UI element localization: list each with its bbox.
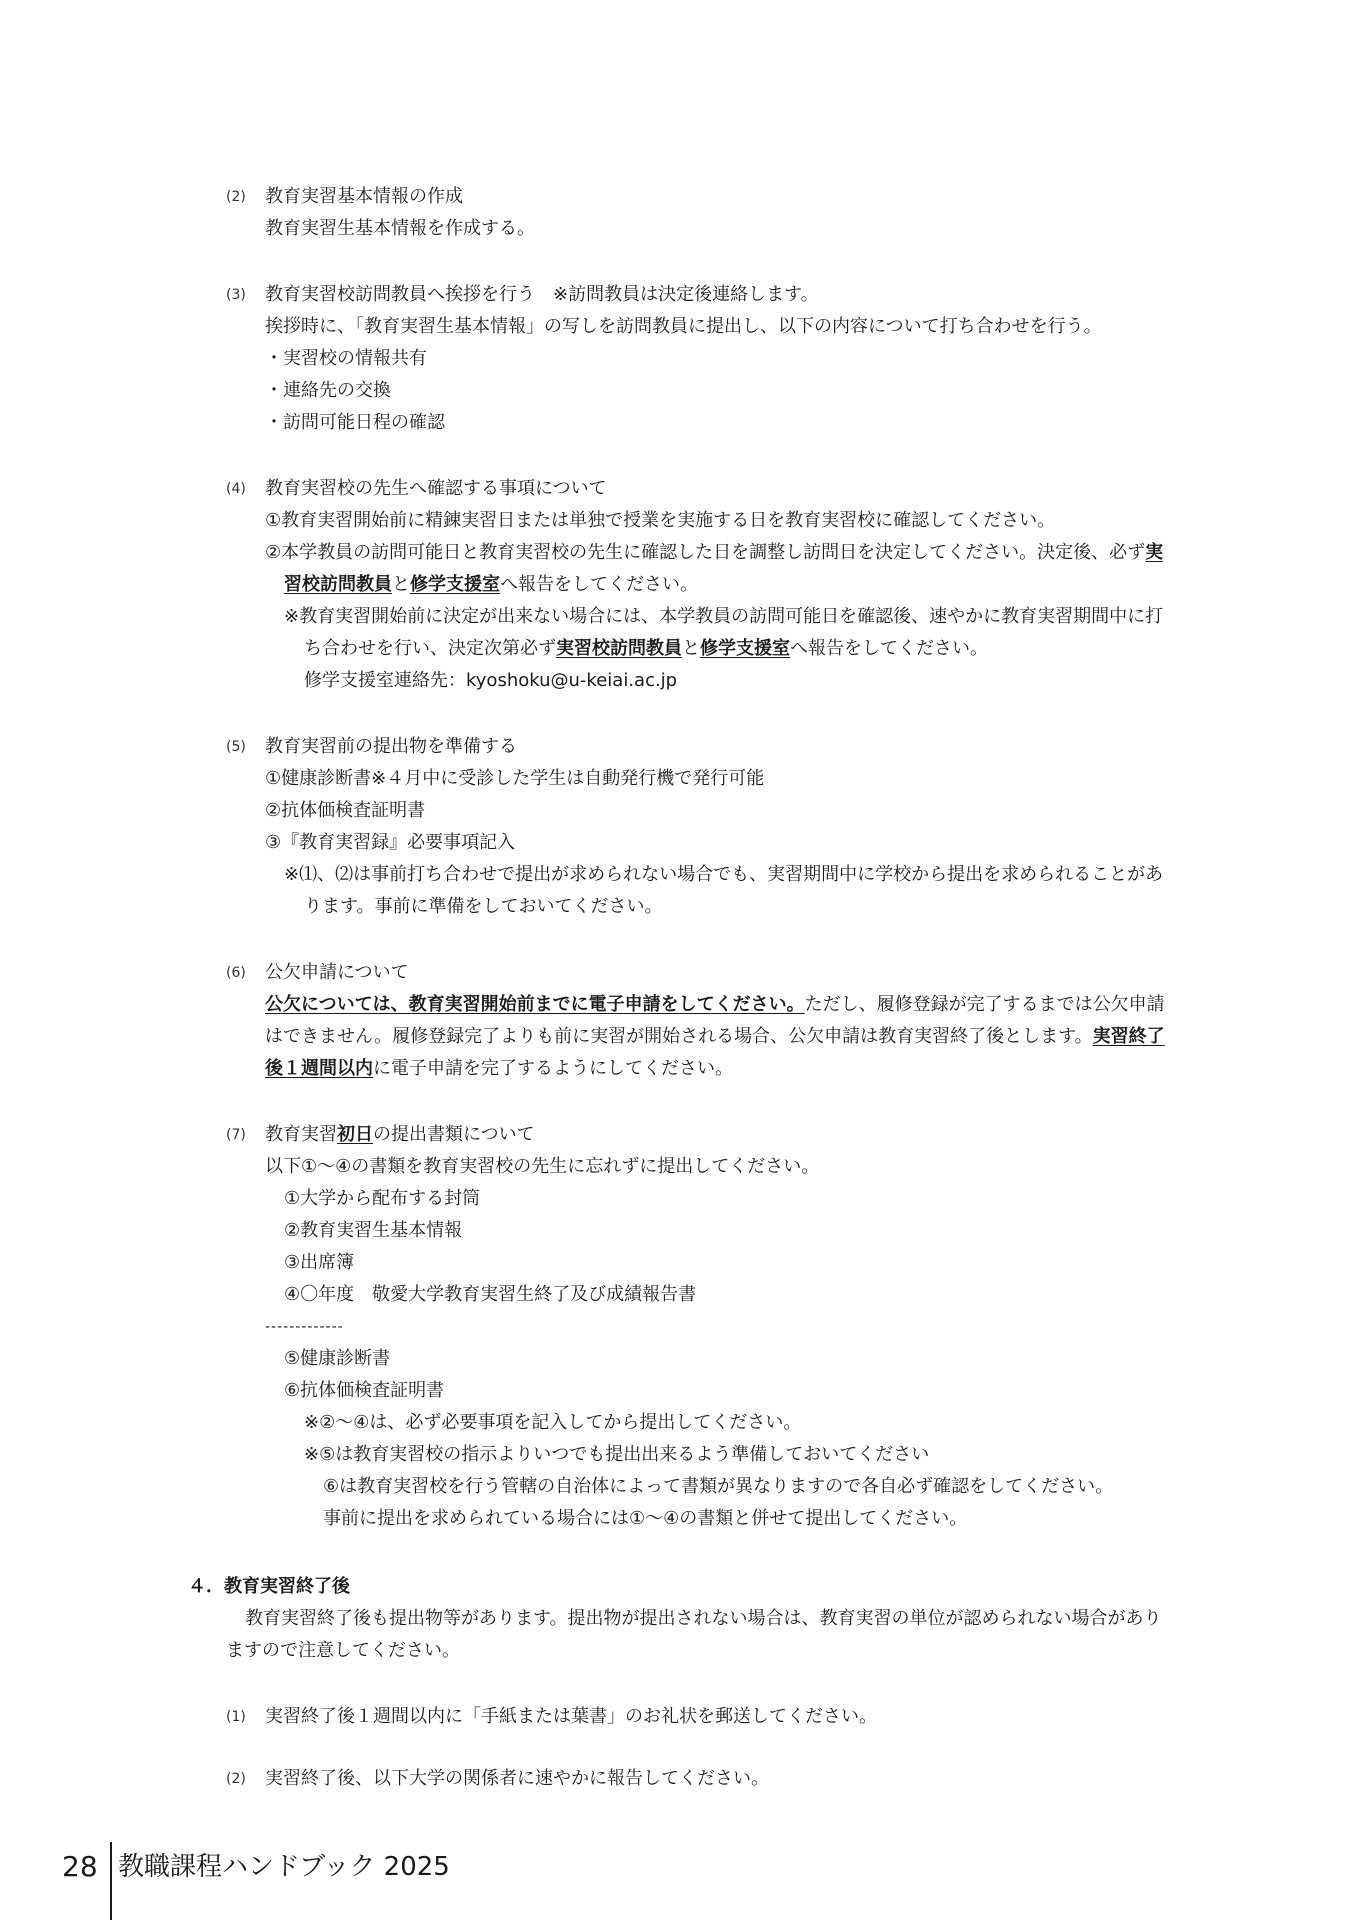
emphasis-text: 初日: [337, 1124, 373, 1145]
emphasis-text: 後１週間以内: [265, 1058, 373, 1079]
item-number: (2): [226, 189, 246, 205]
paragraph: [265, 1024, 1165, 1050]
text-run: 教育実習: [265, 1124, 337, 1145]
item-number: (7): [226, 1127, 246, 1143]
paragraph: [284, 572, 698, 598]
emphasis-text: 修学支援室: [700, 638, 790, 659]
section-title: 公欠申請について: [265, 962, 409, 983]
list-item: 実習終了後、以下大学の関係者に速やかに報告してください。: [265, 1768, 769, 1789]
note: ⑥は教育実習校を行う管轄の自治体によって書類が異なりますので各自必ず確認をしてください。: [323, 1476, 1114, 1497]
footer-divider: [110, 1842, 112, 1920]
paragraph: ますので注意してください。: [226, 1640, 460, 1661]
emphasis-text: 実: [1145, 542, 1164, 563]
note: 事前に提出を求められている場合には①～④の書類と併せて提出してください。: [323, 1508, 968, 1529]
item-number: (3): [226, 287, 246, 303]
item-number: (4): [226, 481, 246, 497]
paragraph: [265, 1056, 733, 1082]
item-number: (1): [226, 1709, 246, 1725]
contact-email: 修学支援室連絡先：kyoshoku@u-keiai.ac.jp: [304, 670, 678, 691]
item-number: (5): [226, 739, 246, 755]
list-item: ①大学から配布する封筒: [284, 1188, 481, 1209]
paragraph: 教育実習生基本情報を作成する。: [265, 218, 535, 239]
list-item: ①健康診断書※４月中に受診した学生は自動発行機で発行可能: [265, 768, 765, 789]
list-item: ③出席簿: [284, 1252, 355, 1273]
paragraph: 挨拶時に、「教育実習生基本情報」の写しを訪問教員に提出し、以下の内容について打ち合わせを行う。: [265, 316, 1102, 337]
page-number: 28: [62, 1850, 98, 1883]
dashed-divider: -------------: [265, 1319, 344, 1335]
note: ※⑴、⑵は事前打ち合わせで提出が求められない場合でも、実習期間中に学校から提出を求められることがあ: [284, 864, 1164, 885]
list-item: ・訪問可能日程の確認: [265, 412, 445, 433]
item-number: (6): [226, 965, 246, 981]
text-run: ち合わせを行い、決定次第必ず: [304, 638, 556, 659]
text-run: へ報告をしてください。: [790, 638, 988, 659]
text-run: に電子申請を完了するようにしてください。: [373, 1058, 733, 1079]
section-title: 教育実習校の先生へ確認する事項について: [265, 478, 607, 499]
paragraph: 以下①～④の書類を教育実習校の先生に忘れずに提出してください。: [265, 1156, 820, 1177]
note: ります。事前に準備をしておいてください。: [304, 896, 663, 917]
list-item: ・実習校の情報共有: [265, 348, 427, 369]
note: ※②～④は、必ず必要事項を記入してから提出してください。: [304, 1412, 802, 1433]
emphasis-text: 実習終了: [1092, 1026, 1165, 1047]
note: [304, 636, 988, 662]
text-run: ただし、履修登録が完了するまでは公欠申請: [804, 994, 1165, 1015]
list-item: 実習終了後１週間以内に「手紙または葉書」のお礼状を郵送してください。: [265, 1706, 877, 1727]
emphasis-text: 公欠については、教育実習開始前までに電子申請をしてください。: [265, 994, 805, 1015]
list-item: ③『教育実習録』必要事項記入: [265, 832, 516, 853]
text-run: ②本学教員の訪問可能日と教育実習校の先生に確認した日を調整し訪問日を決定してください。決定後、必ず: [265, 542, 1146, 563]
text-run: の提出書類について: [373, 1124, 535, 1145]
paragraph: 教育実習終了後も提出物等があります。提出物が提出されない場合は、教育実習の単位が認められない場合があり: [245, 1608, 1162, 1629]
emphasis-text: 習校訪問教員: [284, 574, 392, 595]
text-run: はできません。履修登録完了よりも前に実習が開始される場合、公欠申請は教育実習終了後とします。: [265, 1026, 1093, 1047]
paragraph: [265, 992, 1165, 1018]
footer-title: 教職課程ハンドブック 2025: [118, 1852, 450, 1882]
list-item: ②教育実習生基本情報: [284, 1220, 463, 1241]
list-item: ・連絡先の交換: [265, 380, 391, 401]
list-item: ⑤健康診断書: [284, 1348, 391, 1369]
paragraph: [265, 540, 1163, 566]
section-title: 教育実習校訪問教員へ挨拶を行う ※訪問教員は決定後連絡します。: [265, 284, 819, 305]
emphasis-text: 修学支援室: [410, 574, 500, 595]
text-run: へ報告をしてください。: [500, 574, 698, 595]
text-run: と: [392, 574, 410, 595]
section-title: [265, 1122, 535, 1148]
note: ※教育実習開始前に決定が出来ない場合には、本学教員の訪問可能日を確認後、速やかに教育実習期間中に打: [284, 606, 1164, 627]
section-title: 教育実習基本情報の作成: [265, 186, 463, 207]
list-item: ②抗体価検査証明書: [265, 800, 426, 821]
section-title: 教育実習前の提出物を準備する: [265, 736, 517, 757]
note: ※⑤は教育実習校の指示よりいつでも提出出来るよう準備しておいてください: [304, 1444, 930, 1465]
text-run: と: [682, 638, 700, 659]
section-heading: ４．教育実習終了後: [188, 1576, 350, 1597]
list-item: ⑥抗体価検査証明書: [284, 1380, 445, 1401]
emphasis-text: 実習校訪問教員: [556, 638, 682, 659]
item-number: (2): [226, 1771, 246, 1787]
list-item: ④〇年度 敬愛大学教育実習生終了及び成績報告書: [284, 1284, 697, 1305]
paragraph: ①教育実習開始前に精錬実習日または単独で授業を実施する日を教育実習校に確認してください。: [265, 510, 1056, 531]
